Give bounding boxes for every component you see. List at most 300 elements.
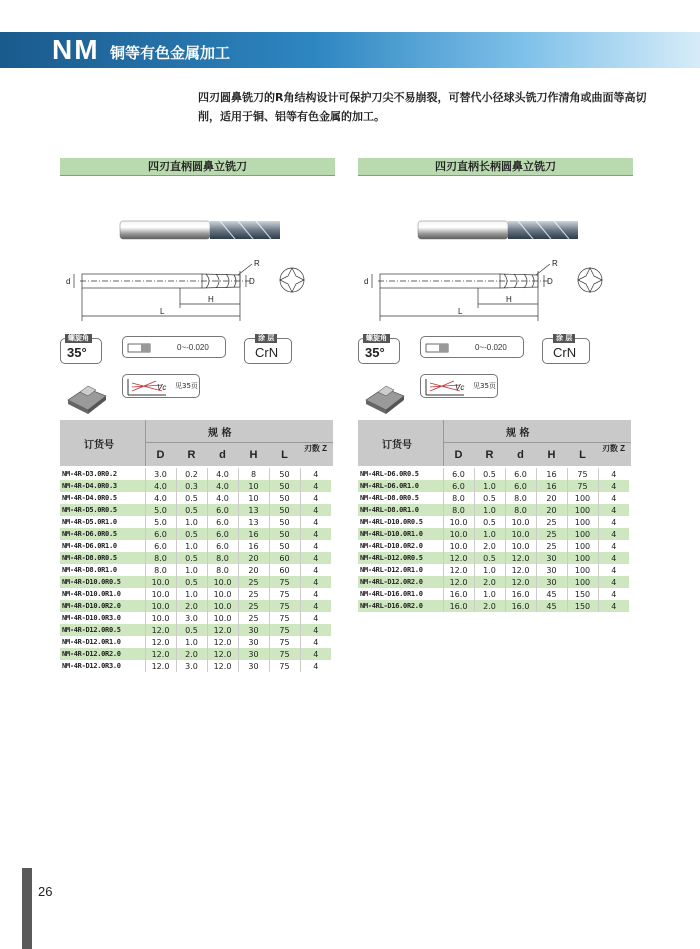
table-cell: 16.0 (443, 588, 474, 600)
table-cell: 4 (300, 660, 331, 672)
table-cell: 12.0 (207, 624, 238, 636)
table-cell: 1.0 (474, 588, 505, 600)
table-cell: 20 (238, 552, 269, 564)
vc-label: Vc (455, 383, 465, 392)
table-cell: 12.0 (505, 576, 536, 588)
table-cell: 10.0 (443, 540, 474, 552)
table-cell: 6.0 (505, 468, 536, 480)
order-code: NM-4R-D10.0R3.0 (62, 614, 121, 622)
order-code: NM-4R-D6.0R1.0 (62, 542, 117, 550)
table-cell: 25 (238, 576, 269, 588)
series-code: NM (52, 34, 100, 65)
table-cell: 100 (567, 564, 598, 576)
helix-label: 螺旋角 (65, 334, 92, 343)
dim-R-label: R (552, 259, 558, 268)
coating-label: 涂 层 (255, 334, 277, 343)
table-cell: 4 (598, 492, 629, 504)
helix-value: 35° (365, 345, 385, 360)
table-cell: 75 (269, 612, 300, 624)
table-row (60, 564, 331, 576)
table-cell: 4 (300, 564, 331, 576)
table-cell: 4 (300, 588, 331, 600)
table-row (358, 516, 629, 528)
order-code: NM-4R-D3.0R0.2 (62, 470, 117, 478)
table-cell: 1.0 (176, 516, 207, 528)
page-bar (22, 868, 32, 949)
page-number: 26 (38, 884, 53, 899)
table-cell: 30 (536, 552, 567, 564)
coating-label: 涂 层 (553, 334, 575, 343)
column-header: D (156, 449, 165, 461)
panel-title: 四刃直柄圆鼻立铣刀 (60, 158, 335, 176)
order-code: NM-4R-D8.0R1.0 (62, 566, 117, 574)
table-cell: 4 (300, 576, 331, 588)
column-header: H (547, 449, 556, 461)
table-cell: 4 (598, 552, 629, 564)
dim-H-label: H (506, 295, 512, 304)
table-row (60, 588, 331, 600)
table-row (358, 504, 629, 516)
tool-photo (120, 221, 280, 239)
tolerance-value: 0~-0.020 (177, 343, 209, 352)
speed-ref: 见35页 (175, 382, 198, 390)
table-row (60, 636, 331, 648)
order-number-header: 订货号 (382, 440, 412, 451)
table-cell: 4 (300, 480, 331, 492)
table-cell: 4 (300, 636, 331, 648)
table-cell: 50 (269, 516, 300, 528)
table-cell: 100 (567, 528, 598, 540)
order-code: NM-4RL-D8.0R0.5 (360, 494, 419, 502)
table-cell: 0.5 (176, 576, 207, 588)
table-row (60, 660, 331, 672)
table-cell: 50 (269, 504, 300, 516)
tool-drawing (60, 176, 335, 326)
table-cell: 10.0 (145, 588, 176, 600)
table-cell: 0.5 (474, 468, 505, 480)
table-cell: 12.0 (207, 648, 238, 660)
table-header (358, 420, 631, 466)
table-cell: 4 (300, 492, 331, 504)
order-code: NM-4RL-D12.0R1.0 (360, 566, 423, 574)
order-code: NM-4R-D4.0R0.3 (60, 480, 145, 492)
column-header: R (485, 449, 494, 461)
table-cell: 6.0 (443, 480, 474, 492)
drawing-area (60, 176, 335, 326)
table-cell: 10.0 (207, 600, 238, 612)
dim-d-label: d (364, 277, 369, 286)
table-cell: 25 (536, 540, 567, 552)
table-cell: 4 (300, 600, 331, 612)
table-cell: 8.0 (443, 504, 474, 516)
order-code: NM-4RL-D6.0R0.5 (360, 470, 419, 478)
table-cell: 16.0 (505, 600, 536, 612)
spec-table (60, 468, 331, 672)
order-code: NM-4RL-D10.0R2.0 (360, 542, 423, 550)
table-row (358, 528, 629, 540)
table-cell: 16 (536, 480, 567, 492)
table-cell: 4 (598, 576, 629, 588)
intro-text: 四刃圆鼻铣刀的R角结构设计可保护刀尖不易崩裂，可替代小径球头铣刀作清角或曲面等高切削，适用于铜、铝等有色金属的加工。 (198, 91, 647, 123)
helix-value: 35° (67, 345, 87, 360)
table-cell: 4 (598, 600, 629, 612)
coating-box (244, 334, 292, 364)
order-code: NM-4R-D5.0R0.5 (60, 504, 145, 516)
cutting-speed-box (420, 374, 498, 398)
table-cell: 10 (238, 492, 269, 504)
table-cell: 10.0 (145, 576, 176, 588)
table-cell: 12.0 (145, 636, 176, 648)
order-code: NM-4R-D12.0R1.0 (62, 638, 121, 646)
column-header: L (281, 449, 288, 461)
table-cell: 6.0 (145, 528, 176, 540)
table-cell: 10.0 (443, 516, 474, 528)
table-cell: 12.0 (443, 564, 474, 576)
table-cell: 0.5 (176, 624, 207, 636)
table-cell: 5.0 (145, 504, 176, 516)
table-cell: 2.0 (474, 540, 505, 552)
table-row (358, 588, 629, 600)
table-cell: 4 (300, 612, 331, 624)
table-row (358, 492, 629, 504)
table-cell: 25 (536, 528, 567, 540)
table-cell: 8.0 (145, 552, 176, 564)
table-cell: 4.0 (207, 480, 238, 492)
table-cell: 75 (269, 648, 300, 660)
table-row (60, 492, 331, 504)
table-cell: 0.5 (176, 528, 207, 540)
table-cell: 60 (269, 552, 300, 564)
table-cell: 0.5 (474, 552, 505, 564)
table-cell: 4.0 (145, 480, 176, 492)
helix-box (358, 334, 400, 364)
table-cell: 8 (238, 468, 269, 480)
dim-H-label: H (208, 295, 214, 304)
table-cell: 1.0 (474, 564, 505, 576)
table-cell: 6.0 (207, 528, 238, 540)
table-cell: 10.0 (145, 612, 176, 624)
table-cell: 50 (269, 540, 300, 552)
table-cell: 150 (567, 588, 598, 600)
table-cell: 25 (238, 588, 269, 600)
table-cell: 12.0 (207, 636, 238, 648)
dim-D-label: D (547, 277, 553, 286)
table-cell: 4 (300, 552, 331, 564)
table-row (358, 600, 629, 612)
table-row (358, 564, 629, 576)
table-cell: 4.0 (207, 492, 238, 504)
dim-d-label: d (66, 277, 71, 286)
table-cell: 12.0 (207, 660, 238, 672)
table-cell: 100 (567, 540, 598, 552)
table-cell: 6.0 (207, 516, 238, 528)
spec-header: 规 格 (208, 428, 232, 439)
order-code: NM-4R-D10.0R1.0 (62, 590, 121, 598)
table-cell: 12.0 (443, 552, 474, 564)
table-row (358, 540, 629, 552)
table-cell: 10.0 (145, 600, 176, 612)
table-cell: 4 (598, 528, 629, 540)
table-cell: 4 (300, 624, 331, 636)
table-cell: 8.0 (145, 564, 176, 576)
vc-label: Vc (157, 383, 167, 392)
table-cell: 6.0 (505, 480, 536, 492)
table-cell: 16 (238, 528, 269, 540)
table-cell: 4.0 (145, 492, 176, 504)
table-cell: 3.0 (176, 660, 207, 672)
table-cell: 25 (238, 600, 269, 612)
tolerance-box (420, 336, 524, 358)
order-code: NM-4RL-D10.0R0.5 (360, 518, 423, 526)
table-cell: 1.0 (176, 540, 207, 552)
coating-value: CrN (553, 345, 577, 360)
table-cell: 4 (598, 504, 629, 516)
table-cell: 10.0 (505, 516, 536, 528)
table-cell: 30 (238, 660, 269, 672)
order-code: NM-4R-D5.0R1.0 (62, 518, 117, 526)
table-cell: 1.0 (474, 528, 505, 540)
tolerance-icon (127, 340, 153, 356)
speed-ref: 见35页 (473, 382, 496, 390)
table-cell: 6.0 (207, 504, 238, 516)
dim-D-label: D (249, 277, 255, 286)
table-cell: 75 (269, 636, 300, 648)
table-row (60, 624, 331, 636)
table-row (358, 576, 629, 588)
spec-table (358, 468, 629, 612)
order-code: NM-4RL-D10.0R1.0 (358, 528, 443, 540)
table-cell: 0.5 (176, 504, 207, 516)
order-code: NM-4R-D10.0R0.5 (60, 576, 145, 588)
order-code: NM-4RL-D16.0R1.0 (360, 590, 423, 598)
table-cell: 2.0 (474, 600, 505, 612)
table-cell: 6.0 (207, 540, 238, 552)
table-cell: 60 (269, 564, 300, 576)
table-cell: 13 (238, 516, 269, 528)
table-row (358, 480, 629, 492)
order-code: NM-4R-D10.0R2.0 (60, 600, 145, 612)
column-header: H (249, 449, 258, 461)
coating-value: CrN (255, 345, 279, 360)
tool-line-drawing (74, 264, 304, 321)
workpiece-icon (64, 374, 110, 414)
table-cell: 1.0 (176, 636, 207, 648)
order-code: NM-4RL-D12.0R0.5 (358, 552, 443, 564)
table-cell: 100 (567, 552, 598, 564)
series-title: 铜等有色金属加工 (110, 44, 231, 62)
table-row (60, 600, 331, 612)
table-cell: 16.0 (443, 600, 474, 612)
table-cell: 50 (269, 492, 300, 504)
table-cell: 75 (269, 588, 300, 600)
table-cell: 4 (598, 540, 629, 552)
table-header (60, 420, 333, 466)
table-cell: 4 (300, 516, 331, 528)
table-cell: 4 (598, 480, 629, 492)
table-cell: 8.0 (443, 492, 474, 504)
table-cell: 3.0 (176, 612, 207, 624)
table-cell: 4 (300, 528, 331, 540)
spec-icons (358, 326, 633, 418)
table-cell: 30 (238, 636, 269, 648)
order-code: NM-4R-D8.0R0.5 (60, 552, 145, 564)
table-cell: 10.0 (443, 528, 474, 540)
table-cell: 0.5 (176, 552, 207, 564)
table-cell: 4 (300, 468, 331, 480)
column-header: d (219, 449, 226, 461)
header-banner (0, 32, 700, 68)
table-cell: 50 (269, 468, 300, 480)
tool-line-drawing (372, 264, 602, 321)
table-cell: 2.0 (176, 600, 207, 612)
table-cell: 5.0 (145, 516, 176, 528)
table-cell: 0.2 (176, 468, 207, 480)
order-code: NM-4R-D12.0R2.0 (60, 648, 145, 660)
table-cell: 50 (269, 528, 300, 540)
panel-title: 四刃直柄长柄圆鼻立铣刀 (358, 158, 633, 176)
table-cell: 3.0 (145, 468, 176, 480)
drawing-area (358, 176, 633, 326)
workpiece-icon (362, 374, 408, 414)
table-cell: 16 (536, 468, 567, 480)
table-cell: 4 (598, 588, 629, 600)
tolerance-icon (425, 340, 451, 356)
cutting-speed-box (122, 374, 200, 398)
table-cell: 75 (269, 600, 300, 612)
table-cell: 1.0 (474, 480, 505, 492)
order-code: NM-4R-D4.0R0.5 (62, 494, 117, 502)
table-row (60, 516, 331, 528)
table-cell: 1.0 (474, 504, 505, 516)
table-cell: 50 (269, 480, 300, 492)
table-cell: 12.0 (505, 552, 536, 564)
table-row (60, 528, 331, 540)
table-row (358, 468, 629, 480)
spec-icons (60, 326, 335, 418)
table-cell: 12.0 (145, 648, 176, 660)
table-cell: 20 (536, 504, 567, 516)
column-header: R (187, 449, 196, 461)
table-cell: 0.3 (176, 480, 207, 492)
table-cell: 12.0 (443, 576, 474, 588)
table-row (60, 504, 331, 516)
tool-drawing (358, 176, 633, 326)
column-header: 刃数 Z (601, 444, 626, 453)
table-cell: 4 (598, 564, 629, 576)
table-cell: 30 (238, 648, 269, 660)
dim-L-label: L (160, 307, 165, 316)
tolerance-value: 0~-0.020 (475, 343, 507, 352)
column-header: L (579, 449, 586, 461)
table-cell: 75 (269, 660, 300, 672)
table-cell: 100 (567, 516, 598, 528)
table-cell: 100 (567, 492, 598, 504)
table-cell: 100 (567, 576, 598, 588)
table-cell: 75 (567, 480, 598, 492)
order-code: NM-4R-D12.0R0.5 (60, 624, 145, 636)
table-cell: 6.0 (443, 468, 474, 480)
table-row (60, 576, 331, 588)
table-cell: 100 (567, 504, 598, 516)
table-cell: 10.0 (207, 588, 238, 600)
table-cell: 2.0 (474, 576, 505, 588)
helix-box (60, 334, 102, 364)
table-row (60, 648, 331, 660)
product-panel (358, 158, 633, 418)
table-cell: 0.5 (474, 492, 505, 504)
table-cell: 10 (238, 480, 269, 492)
table-cell: 4 (598, 516, 629, 528)
table-cell: 45 (536, 588, 567, 600)
column-header: D (454, 449, 463, 461)
table-row (60, 468, 331, 480)
table-cell: 1.0 (176, 564, 207, 576)
table-cell: 30 (238, 624, 269, 636)
table-cell: 4 (300, 504, 331, 516)
table-cell: 0.5 (474, 516, 505, 528)
table-cell: 30 (536, 564, 567, 576)
order-code: NM-4RL-D16.0R2.0 (358, 600, 443, 612)
column-header: d (517, 449, 524, 461)
spec-header: 规 格 (506, 428, 530, 439)
table-cell: 8.0 (505, 492, 536, 504)
table-cell: 12.0 (145, 660, 176, 672)
table-cell: 10.0 (505, 540, 536, 552)
table-cell: 13 (238, 504, 269, 516)
table-cell: 20 (238, 564, 269, 576)
helix-label: 螺旋角 (363, 334, 390, 343)
table-cell: 8.0 (207, 564, 238, 576)
table-row (60, 480, 331, 492)
table-cell: 10.0 (505, 528, 536, 540)
table-row (60, 540, 331, 552)
table-row (60, 552, 331, 564)
dim-R-label: R (254, 259, 260, 268)
table-cell: 8.0 (505, 504, 536, 516)
tolerance-box (122, 336, 226, 358)
order-code: NM-4RL-D12.0R2.0 (358, 576, 443, 588)
table-cell: 10.0 (207, 576, 238, 588)
table-cell: 10.0 (207, 612, 238, 624)
order-code: NM-4R-D12.0R3.0 (62, 662, 121, 670)
table-row (60, 612, 331, 624)
table-cell: 16.0 (505, 588, 536, 600)
order-code: NM-4RL-D6.0R1.0 (358, 480, 443, 492)
product-panel (60, 158, 335, 418)
table-cell: 8.0 (207, 552, 238, 564)
table-cell: 2.0 (176, 648, 207, 660)
table-cell: 4 (300, 540, 331, 552)
table-cell: 4 (300, 648, 331, 660)
table-cell: 25 (536, 516, 567, 528)
table-cell: 0.5 (176, 492, 207, 504)
table-cell: 25 (238, 612, 269, 624)
column-header: 刃数 Z (303, 444, 328, 453)
table-cell: 4.0 (207, 468, 238, 480)
table-cell: 20 (536, 492, 567, 504)
table-cell: 75 (269, 576, 300, 588)
table-cell: 150 (567, 600, 598, 612)
order-code: NM-4RL-D8.0R1.0 (358, 504, 443, 516)
dim-L-label: L (458, 307, 463, 316)
table-cell: 30 (536, 576, 567, 588)
table-cell: 4 (598, 468, 629, 480)
order-number-header: 订货号 (84, 440, 114, 451)
table-row (358, 552, 629, 564)
table-cell: 1.0 (176, 588, 207, 600)
coating-box (542, 334, 590, 364)
table-cell: 6.0 (145, 540, 176, 552)
